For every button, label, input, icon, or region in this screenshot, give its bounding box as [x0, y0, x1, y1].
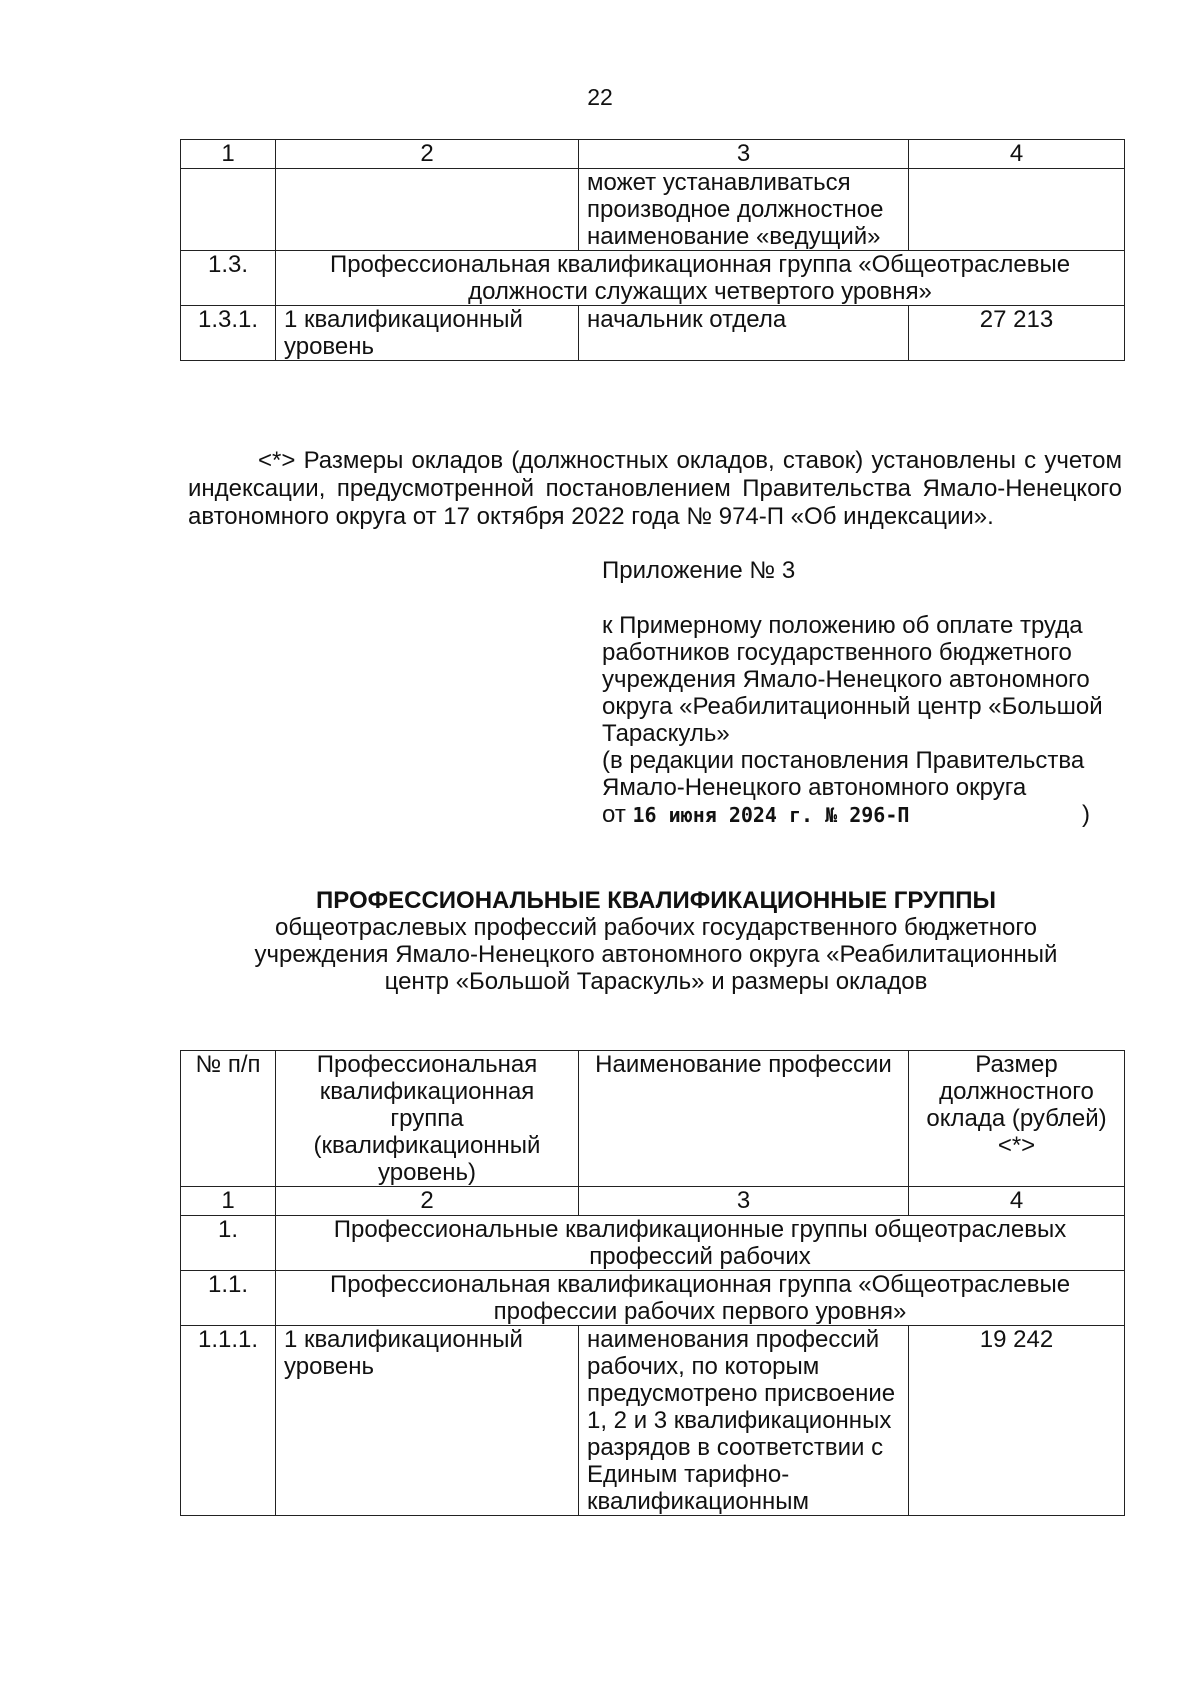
salary-table — [180, 1050, 1125, 1516]
column-number: 2 — [276, 140, 579, 169]
column-number-row — [181, 1187, 1125, 1216]
profession-cell: наименования профессий рабочих, по которым предусмотрено присвоение 1, 2 и 3 квалификационных разрядов в соответствии с Единым тарифно-квалификационным — [579, 1326, 909, 1516]
row-number-cell: 1.3.1. — [181, 306, 276, 361]
heading-title: ПРОФЕССИОНАЛЬНЫЕ КВАЛИФИКАЦИОННЫЕ ГРУППЫ — [316, 887, 996, 914]
appendix-title: Приложение № 3 — [602, 557, 796, 584]
column-number-row — [181, 140, 1125, 169]
appendix-reference — [602, 612, 1132, 829]
group-title-cell: Профессиональная квалификационная группа «Общеотраслевые профессии рабочих первого уровня» — [276, 1271, 1125, 1326]
position-cell: начальник отдела — [579, 306, 909, 361]
column-header: Размер должностного оклада (рублей) <*> — [909, 1051, 1125, 1187]
row-number-cell: 1.3. — [181, 251, 276, 306]
group-title-cell: Профессиональная квалификационная группа «Общеотраслевые должности служащих четвертого уровня» — [276, 251, 1125, 306]
salary-cell: 27 213 — [909, 306, 1125, 361]
column-header: Наименование профессии — [579, 1051, 909, 1187]
level-cell — [276, 169, 579, 251]
column-number: 1 — [181, 140, 276, 169]
group-row — [181, 1216, 1125, 1271]
column-number: 4 — [909, 1187, 1125, 1216]
column-header: Профессиональная квалификационная группа (квалификационный уровень) — [276, 1051, 579, 1187]
table-row — [181, 1326, 1125, 1516]
salary-table-continued — [180, 139, 1125, 361]
level-cell: 1 квалификационный уровень — [276, 306, 579, 361]
footnote: <*> Размеры окладов (должностных окладов, ставок) установлены с учетом индексации, предусмотренной постановлением Правительства Ямало-Ненецкого автономного округа от 17 октября 2022 года № 974-П «Об индексации». — [188, 447, 1122, 530]
group-row — [181, 1271, 1125, 1326]
appendix-to: к Примерному положению об оплате труда работников государственного бюджетного учреждения Ямало-Ненецкого автономного округа «Реабилитационный центр «Большой Тараскуль» — [602, 612, 1103, 747]
date-prefix: от — [602, 801, 626, 828]
column-number: 3 — [579, 140, 909, 169]
column-number: 3 — [579, 1187, 909, 1216]
appendix-date — [602, 801, 1132, 829]
heading-subtitle-line: учреждения Ямало-Ненецкого автономного округа «Реабилитационный — [254, 941, 1058, 968]
salary-cell — [909, 169, 1125, 251]
group-title-cell: Профессиональные квалификационные группы общеотраслевых профессий рабочих — [276, 1216, 1125, 1271]
column-number: 2 — [276, 1187, 579, 1216]
table-row — [181, 169, 1125, 251]
table-row — [181, 306, 1125, 361]
column-number: 4 — [909, 140, 1125, 169]
group-row — [181, 251, 1125, 306]
date-value: 16 июня 2024 г. № 296-П — [632, 803, 910, 827]
row-number-cell: 1. — [181, 1216, 276, 1271]
position-cell: может устанавливаться производное должностное наименование «ведущий» — [579, 169, 909, 251]
closing-parenthesis: ) — [1082, 801, 1090, 828]
row-number-cell — [181, 169, 276, 251]
row-number-cell: 1.1. — [181, 1271, 276, 1326]
header-row — [181, 1051, 1125, 1187]
appendix-edition: (в редакции постановления Правительства Ямало-Ненецкого автономного округа — [602, 747, 1085, 801]
row-number-cell: 1.1.1. — [181, 1326, 276, 1516]
heading-subtitle-line: общеотраслевых профессий рабочих государственного бюджетного — [275, 914, 1037, 941]
heading-subtitle-line: центр «Большой Тараскуль» и размеры окладов — [384, 968, 928, 995]
level-cell: 1 квалификационный уровень — [276, 1326, 579, 1516]
column-number: 1 — [181, 1187, 276, 1216]
column-header: № п/п — [181, 1051, 276, 1187]
page-number: 22 — [587, 84, 613, 110]
document-heading — [0, 887, 1200, 995]
salary-cell: 19 242 — [909, 1326, 1125, 1516]
